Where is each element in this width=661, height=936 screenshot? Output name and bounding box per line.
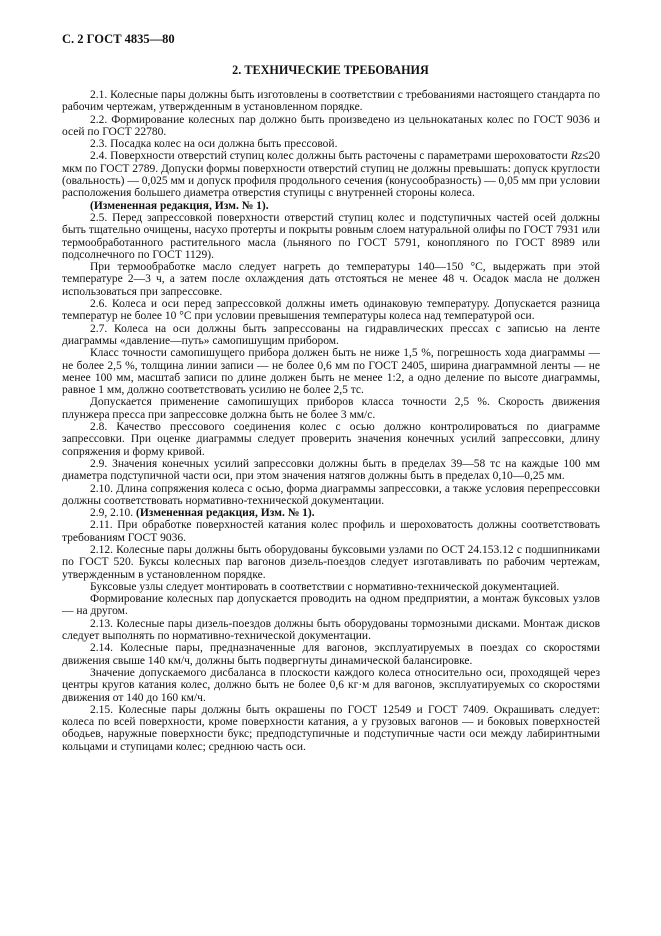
paragraph-2-2: 2.2. Формирование колесных пар должно быть произведено из цельнокатаных колес по ГОСТ 9036 и осей по ГОСТ 22780. (62, 113, 600, 138)
paragraph-2-15: 2.15. Колесные пары должны быть окрашены по ГОСТ 12549 и ГОСТ 7409. Окрашивать следует: колеса по всей поверхности, кроме поверхности катания, а у грузовых вагонов — и боковых поверхностей ободьев, наружные поверхности букс; предподступичные и подступичные части оси между лабиринтными кольцами и ступицами колес; среднюю часть оси. (62, 703, 600, 753)
paragraph-2-14: 2.14. Колесные пары, предназначенные для вагонов, эксплуатируемых в поездах со скоростями движения свыше 140 км/ч, должны быть подвергнуты динамической балансировке. (62, 642, 600, 667)
paragraph-2-8: 2.8. Качество прессового соединения колес с осью должно контролироваться по диаграмме запрессовки. При оценке диаграммы следует проверить значения конечных усилий запрессовки, длину сопряжения и форму кривой. (62, 421, 600, 458)
paragraph-2-13: 2.13. Колесные пары дизель-поездов должны быть оборудованы тормозными дисками. Монтаж дисков следует выполнять по нормативно-технической документации. (62, 617, 600, 643)
amendment-prefix: 2.9, 2.10. (90, 507, 136, 520)
paragraph-2-4-text-a: 2.4. Поверхности отверстий ступиц колес должны быть расточены с параметрами шероховатости (90, 150, 571, 163)
page-header: С. 2 ГОСТ 4835—80 (62, 32, 175, 46)
amendment-text: (Измененная редакция, Изм. № 1). (136, 507, 315, 520)
paragraph-2-12-mount: Буксовые узлы следует монтировать в соответствии с нормативно-технической документацией. (90, 580, 560, 593)
paragraph-2-10: 2.10. Длина сопряжения колеса с осью, форма диаграммы запрессовки, а также условия перепрессовки должны соответствовать нормативно-технической документации. (62, 482, 600, 507)
paragraph-2-1: 2.1. Колесные пары должны быть изготовлены в соответствии с требованиями настоящего стандарта по рабочим чертежам, утвержденным в установленном порядке. (62, 89, 600, 114)
paragraph-2-4 (62, 150, 600, 199)
paragraph-2-6: 2.6. Колеса и оси перед запрессовкой должны иметь одинаковую температуру. Допускается разница температур не более 10 °С при условии превышения температуры колеса над температурой оси. (62, 298, 600, 323)
paragraph-2-7-class: Класс точности самопишущего прибора должен быть не ниже 1,5 %, погрешность хода диаграммы — не более 2,5 %, толщина линии записи — не более 0,6 мм по ГОСТ 2405, ширина диаграммной ленты — не менее 100 мм, масштаб записи по длине должен быть не менее 1:2, а одно деление по высоте диаграммы, равное 1 мм, должно соответствовать усилию не более 2,5 тс. (62, 347, 600, 397)
document-body (62, 89, 600, 753)
paragraph-2-12: 2.12. Колесные пары должны быть оборудованы буксовыми узлами по ОСТ 24.153.12 с подшипниками по ГОСТ 520. Буксы колесных пар вагонов дизель-поездов следует изготавливать по рабочим чертежам, утвержденным в установленном порядке. (62, 543, 600, 581)
paragraph-2-14-imbalance: Значение допускаемого дисбаланса в плоскости каждого колеса относительно оси, проходящей через центры кругов катания колес, должно быть не более 0,6 кг·м для вагонов, эксплуатируемых со скоростями движения от 140 до 160 км/ч. (62, 666, 600, 704)
paragraph-2-5-heat: При термообработке масло следует нагреть до температуры 140—150 °С, выдержать при этой температуре 2—3 ч, а затем после охлаждения дать отстояться не менее 48 ч. Осадок масла не должен использоваться при запрессовке. (62, 261, 600, 298)
paragraph-2-3: 2.3. Посадка колес на оси должна быть прессовой. (90, 138, 338, 151)
paragraph-2-4-text-b: ≤20 мкм по ГОСТ 2789. Допуски формы поверхности отверстий ступиц не должны превышать: допуск круглости (овальность) — 0,025 мм и допуск профиля продольного сечения (конусообразность) — 0,05 мм при условии расположения большего диаметра отверстия ступицы с внутренней стороны колеса. (62, 150, 600, 200)
paragraph-2-9: 2.9. Значения конечных усилий запрессовки должны быть в пределах 39—58 тс на каждые 100 мм диаметра подступичной части оси, при этом значения натягов должны быть в пределах 0,10—0,25 мм. (62, 457, 600, 483)
paragraph-2-11: 2.11. При обработке поверхностей катания колес профиль и шероховатость должны соответствовать требованиям ГОСТ 9036. (62, 519, 600, 544)
rz-symbol: Rz (570, 150, 583, 163)
paragraph-2-5: 2.5. Перед запрессовкой поверхности отверстий ступиц колес и подступичных частей осей должны быть тщательно очищены, насухо протерты и покрыты ровным слоем натуральной олифы по ГОСТ 7931 или термообработанного растительного масла (льняного по ГОСТ 5791, конопляного по ГОСТ 8989 или подсолнечного по ГОСТ 1129). (62, 211, 600, 261)
section-title: 2. ТЕХНИЧЕСКИЕ ТРЕБОВАНИЯ (232, 63, 429, 77)
paragraph-2-12-forming: Формирование колесных пар допускается проводить на одном предприятии, а монтаж буксовых узлов — на другом. (62, 593, 600, 618)
paragraph-2-7-allowed: Допускается применение самопишущих приборов класса точности 2,5 %. Скорость движения плунжера пресса при запрессовке должна быть не более 3 мм/с. (62, 396, 600, 421)
paragraph-2-7: 2.7. Колеса на оси должны быть запрессованы на гидравлических прессах с записью на ленте диаграммы «давление—путь» самопишущим прибором. (62, 322, 600, 347)
amendment-note-2 (62, 507, 600, 519)
amendment-note: (Измененная редакция, Изм. № 1). (90, 199, 269, 212)
